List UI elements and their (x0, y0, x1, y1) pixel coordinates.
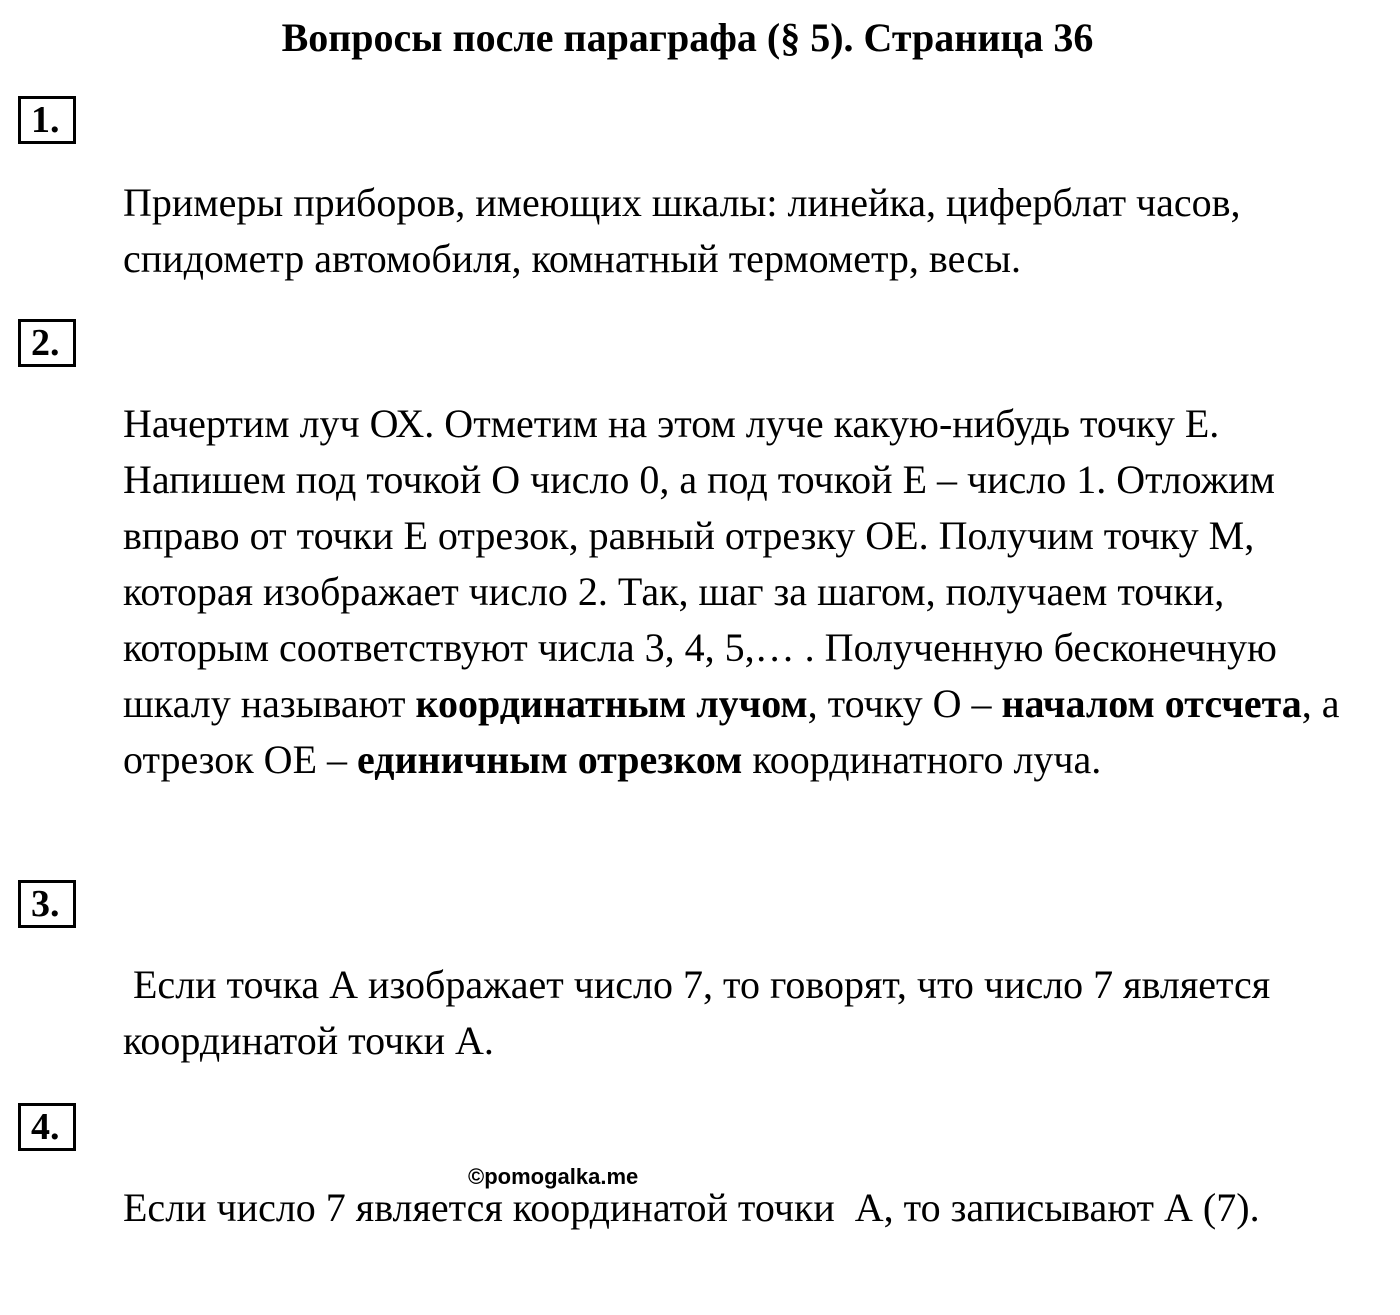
term-origin: началом отсчета (1001, 681, 1302, 726)
answer-2-intro: Начертим луч ОХ. Отметим на этом луче какую-нибудь точку Е. Напишем под точкой О число 0, а под точкой Е – число 1. Отложим вправо от точки Е отрезок, равный отрезку ОЕ. Получим точку М, которая изображает число 2. Так, шаг за шагом, получаем точки, которым соответствуют числа 3, 4, 5,… . Полученную бесконечную шкалу называют (123, 401, 1277, 726)
question-number-3: 3 (31, 883, 50, 925)
question-number-box-4: 4. (18, 1103, 76, 1151)
term-unit-segment: единичным отрезком (357, 737, 743, 782)
term-coordinate-ray: координатным лучом (415, 681, 808, 726)
question-number-2: 2 (31, 322, 50, 364)
question-number-1: 1 (31, 99, 50, 141)
answer-1: Примеры приборов, имеющих шкалы: линейка, циферблат часов, спидометр автомобиля, комнатный термометр, весы. (123, 180, 1241, 281)
question-number-box-1: 1. (18, 96, 76, 144)
answer-2-mid2: , а отрезок ОЕ – (123, 681, 1340, 782)
answer-2 (123, 396, 1368, 788)
question-number-box-3: 3. (18, 880, 76, 928)
answer-2-mid1: , точку О – (807, 681, 992, 726)
question-number-box-2: 2. (18, 319, 76, 367)
answer-4: Если число 7 является координатой точки А, то записывают А (7). (123, 1185, 1260, 1230)
answer-2-tail: координатного луча. (752, 737, 1102, 782)
watermark: ©pomogalka.me (468, 1164, 639, 1189)
answer-3: Если точка А изображает число 7, то говорят, что число 7 является координатой точки А. (123, 962, 1281, 1063)
page-title: Вопросы после параграфа (§ 5). Страница 36 (281, 15, 1094, 60)
question-number-4: 4 (31, 1106, 50, 1148)
